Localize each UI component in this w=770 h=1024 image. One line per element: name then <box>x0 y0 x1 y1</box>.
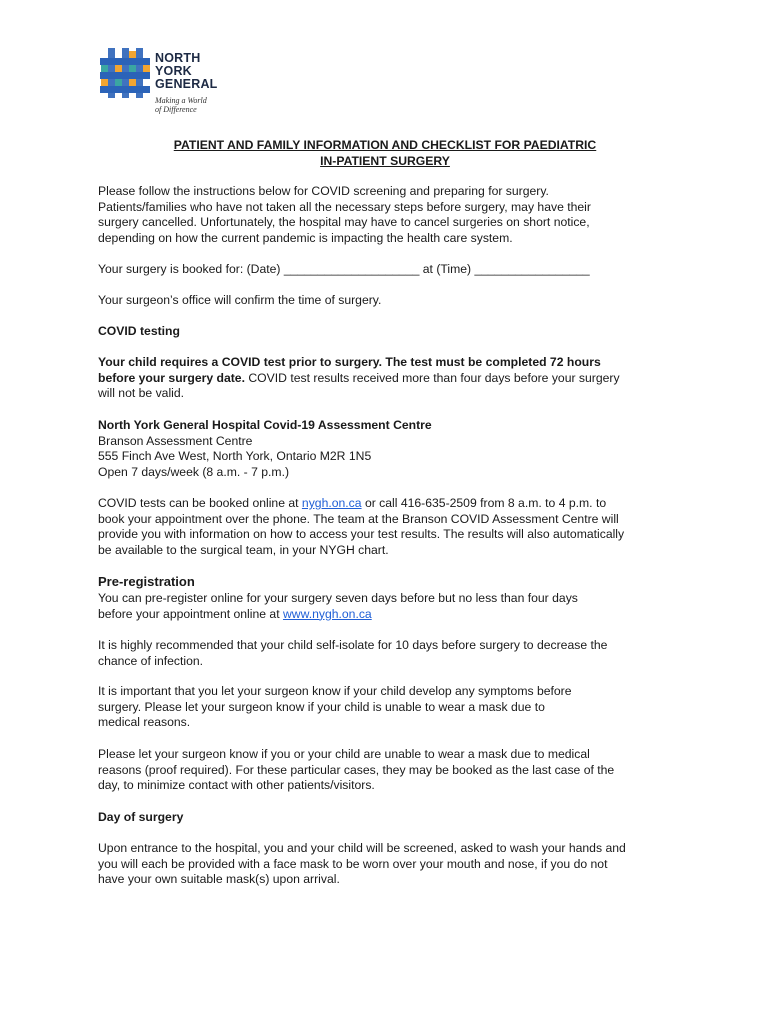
covid-bold-text: before your surgery date. <box>98 370 245 385</box>
prereg-line-2 <box>98 607 674 623</box>
booking-info-line-1 <box>98 496 674 512</box>
title-line-2: IN-PATIENT SURGERY <box>320 153 450 168</box>
logo-name-line: NORTH <box>155 51 201 65</box>
symptoms-line: surgery. Please let your surgeon know if your child is unable to wear a mask due to <box>98 699 545 714</box>
covid-bold-line: Your child requires a COVID test prior to surgery. The test must be completed 72 hours <box>98 355 601 369</box>
booking-post-link: or call 416-635-2509 from 8 a.m. to 4 p.m. to <box>361 496 607 510</box>
covid-line-3: will not be valid. <box>98 386 185 401</box>
nygh-website-link[interactable]: www.nygh.on.ca <box>282 606 372 621</box>
prereg-heading: Pre-registration <box>98 574 195 589</box>
nygh-logo-mark-icon <box>100 48 150 98</box>
centre-name: North York General Hospital Covid-19 Assessment Centre <box>98 418 432 432</box>
intro-line: surgery cancelled. Unfortunately, the hospital may have to cancel surgeries on short notice, <box>98 215 590 230</box>
confirm-line: Your surgeon’s office will confirm the time of surgery. <box>98 293 382 307</box>
booking-pre-link: COVID tests can be booked online at <box>98 496 302 510</box>
centre-hours: Open 7 days/week (8 a.m. - 7 p.m.) <box>98 464 290 479</box>
centre-line: Branson Assessment Centre <box>98 433 253 448</box>
logo-tagline <box>155 96 207 114</box>
nygh-logo <box>100 48 250 122</box>
isolate-line: It is highly recommended that your child self-isolate for 10 days before surgery to decrease the <box>98 638 608 652</box>
symptoms-line: medical reasons. <box>98 715 191 730</box>
booking-info <box>98 496 674 558</box>
mask-line: reasons (proof required). For these particular cases, they may be booked as the last case of the <box>98 762 615 777</box>
covid-heading: COVID testing <box>98 324 180 338</box>
booking-info-line: be available to the surgical team, in your NYGH chart. <box>98 542 389 557</box>
intro-line: Please follow the instructions below for COVID screening and preparing for surgery. <box>98 184 549 198</box>
intro-line: Patients/families who have not taken all the necessary steps before surgery, may have their <box>98 199 591 214</box>
booking-info-line: book your appointment over the phone. The team at the Branson COVID Assessment Centre will <box>98 511 619 526</box>
day-of-surgery-line: you will each be provided with a face mask to be worn over your mouth and nose, if you do not <box>98 856 608 871</box>
title-line-1: PATIENT AND FAMILY INFORMATION AND CHECKLIST FOR PAEDIATRIC <box>173 138 597 152</box>
mask-line: day, to minimize contact with other patients/visitors. <box>98 778 375 793</box>
covid-line-2 <box>98 371 674 387</box>
symptoms-paragraph <box>98 684 674 731</box>
logo-name-line: GENERAL <box>155 77 218 91</box>
day-of-surgery-heading: Day of surgery <box>98 810 184 824</box>
day-of-surgery-line: Upon entrance to the hospital, you and your child will be screened, asked to wash your hands and <box>98 841 626 855</box>
logo-name-line: YORK <box>155 64 192 78</box>
symptoms-line: It is important that you let your surgeon know if your child develop any symptoms before <box>98 684 572 698</box>
mask-line: Please let your surgeon know if you or your child are unable to wear a mask due to medical <box>98 747 590 761</box>
isolate-paragraph <box>98 638 674 669</box>
isolate-line: chance of infection. <box>98 653 204 668</box>
day-of-surgery-line: have your own suitable mask(s) upon arrival. <box>98 872 340 887</box>
assessment-centre <box>98 418 674 480</box>
booking-info-line: provide you with information on how to access your test results. The results will also automatically <box>98 527 625 542</box>
nygh-link[interactable]: nygh.on.ca <box>301 496 362 510</box>
tagline-line: Making a World <box>155 96 207 105</box>
centre-address: 555 Finch Ave West, North York, Ontario M2R 1N5 <box>98 449 372 464</box>
logo-name <box>155 52 218 91</box>
prereg-pre-link: before your appointment online at <box>98 606 283 621</box>
prereg-paragraph <box>98 591 674 622</box>
day-of-surgery-paragraph <box>98 841 674 888</box>
mask-paragraph <box>98 747 674 794</box>
prereg-line-1: You can pre-register online for your surgery seven days before but no less than four days <box>98 591 578 605</box>
document-title <box>98 138 672 169</box>
intro-paragraph <box>98 184 674 246</box>
intro-line: depending on how the current pandemic is impacting the health care system. <box>98 230 513 245</box>
covid-requirement <box>98 355 674 402</box>
tagline-line: of Difference <box>155 105 197 114</box>
booking-line: Your surgery is booked for: (Date) ____________________ at (Time) _________________ <box>98 262 590 276</box>
covid-rest-text: COVID test results received more than four days before your surgery <box>244 370 620 385</box>
